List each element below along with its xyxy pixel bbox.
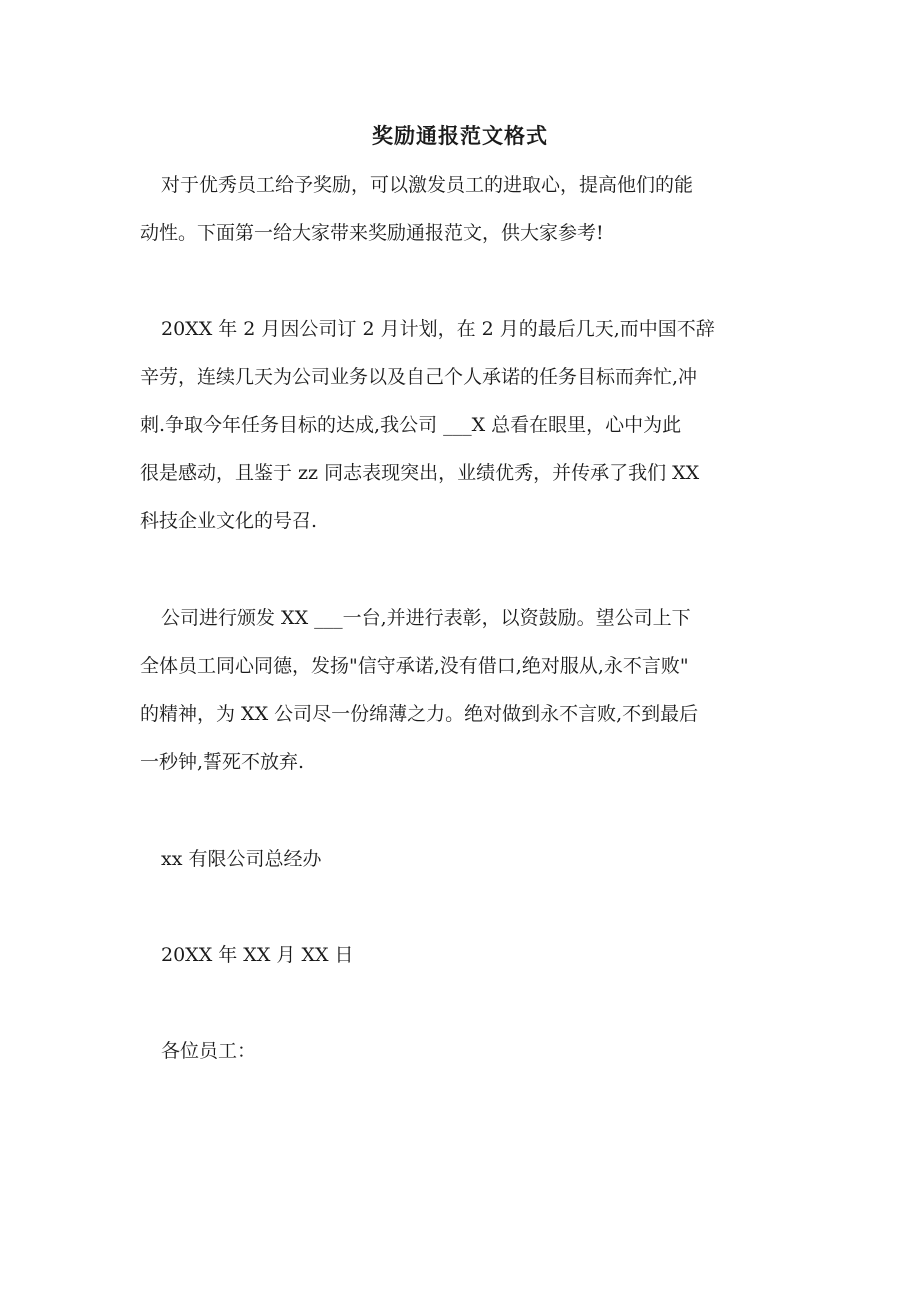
salutation: 各位员工： [161,1040,257,1062]
paragraph1-line: 20XX 年 2 月因公司订 2 月计划，在 2 月的最后几天,而中国不辞 [161,318,715,340]
paragraph2-line: 全体员工同心同德，发扬"信守承诺,没有借口,绝对服从,永不言败" [140,655,689,677]
intro-line: 对于优秀员工给予奖励，可以激发员工的进取心，提高他们的能 [161,174,694,196]
paragraph1-line: 很是感动，且鉴于 zz 同志表现突出，业绩优秀，并传承了我们 XX [140,462,700,484]
document-title: 奖励通报范文格式 [372,123,548,148]
signature: xx 有限公司总经办 [161,848,322,870]
paragraph2-line: 公司进行颁发 XX ___一台,并进行表彰，以资鼓励。望公司上下 [161,607,691,629]
paragraph2-line: 的精神，为 XX 公司尽一份绵薄之力。绝对做到永不言败,不到最后 [140,703,699,725]
paragraph1-line: 辛劳，连续几天为公司业务以及自己个人承诺的任务目标而奔忙,冲 [140,366,698,388]
paragraph1-line: 科技企业文化的号召. [140,510,318,532]
document-date: 20XX 年 XX 月 XX 日 [161,944,354,966]
paragraph2-line: 一秒钟,誓死不放弃. [140,751,305,773]
intro-line: 动性。下面第一给大家带来奖励通报范文，供大家参考! [140,222,604,244]
paragraph1-line: 刺.争取今年任务目标的达成,我公司 ___X 总看在眼里，心中为此 [140,414,682,436]
